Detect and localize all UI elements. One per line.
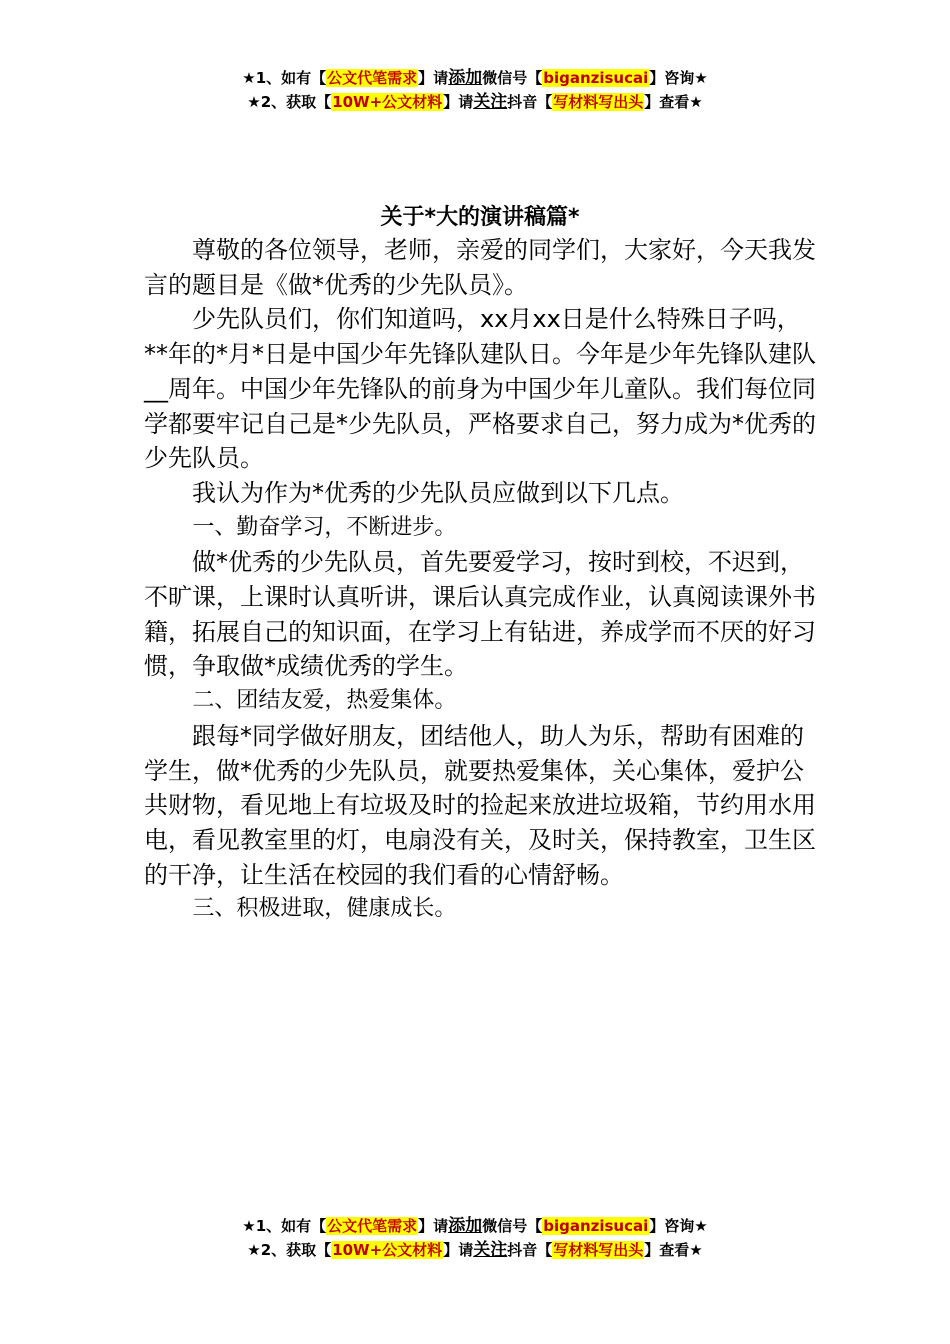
banner-text: ★1、如有【 xyxy=(242,69,327,87)
highlight-service: 公文代笔需求 xyxy=(327,69,418,87)
footer-banner xyxy=(0,1214,950,1262)
banner-emphasis: 关注 xyxy=(473,92,508,112)
banner-text: ★1、如有【 xyxy=(242,1217,327,1235)
highlight-douyin: 写材料写出头 xyxy=(553,1241,644,1259)
section-heading: 三、积极进取，健康成长。 xyxy=(192,896,457,922)
banner-text: 】请 xyxy=(443,93,474,111)
highlight-wechat-id: biganzisucai xyxy=(543,1217,649,1235)
banner-text: 抖音【 xyxy=(507,93,553,111)
banner-text: 微信号【 xyxy=(482,69,543,87)
banner-text: 】咨询★ xyxy=(649,1217,708,1235)
banner-text: 】咨询★ xyxy=(649,69,708,87)
banner-line-1 xyxy=(0,1214,950,1238)
section-heading: 二、团结友爱，热爱集体。 xyxy=(192,688,457,714)
highlight-materials: 10W+公文材料 xyxy=(332,1241,443,1259)
banner-text: 】查看★ xyxy=(644,1241,703,1259)
banner-emphasis: 添加 xyxy=(448,1216,483,1236)
highlight-materials: 10W+公文材料 xyxy=(332,93,443,111)
highlight-douyin: 写材料写出头 xyxy=(553,93,644,111)
document-title: 关于*大的演讲稿篇* xyxy=(380,205,580,230)
banner-text: 】查看★ xyxy=(644,93,703,111)
banner-text: 抖音【 xyxy=(507,1241,553,1259)
banner-line-2 xyxy=(0,1238,950,1262)
banner-text: ★2、获取【 xyxy=(247,93,332,111)
banner-text: ★2、获取【 xyxy=(247,1241,332,1259)
banner-emphasis: 关注 xyxy=(473,1240,508,1260)
banner-text: 】请 xyxy=(418,1217,449,1235)
banner-line-2 xyxy=(0,90,950,114)
banner-emphasis: 添加 xyxy=(448,68,483,88)
paragraph: 跟每*同学做好朋友，团结他人，助人为乐，帮助有困难的学生，做*优秀的少先队员，就要热爱集体，关心集体，爱护公共财物，看见地上有垃圾及时的捡起来放进垃圾箱，节约用水用电，看见教室里的灯，电扇没有关，及时关，保持教室，卫生区的干净，让生活在校园的我们看的心情舒畅。 xyxy=(144,721,816,889)
document-body xyxy=(144,203,816,927)
paragraph: 少先队员们，你们知道吗，xx月xx日是什么特殊日子吗，**年的*月*日是中国少年先锋队建队日。今年是少年先锋队建队__周年。中国少年先锋队的前身为中国少年儿童队。我们每位同学都要牢记自己是*少先队员，严格要求自己，努力成为*优秀的少先队员。 xyxy=(144,305,816,473)
highlight-service: 公文代笔需求 xyxy=(327,1217,418,1235)
header-banner xyxy=(0,66,950,114)
paragraph: 做*优秀的少先队员，首先要爱学习，按时到校，不迟到，不旷课，上课时认真听讲，课后认真完成作业，认真阅读课外书籍，拓展自己的知识面，在学习上有钻进，养成学而不厌的好习惯，争取做*成绩优秀的学生。 xyxy=(144,548,816,681)
section-heading: 一、勤奋学习，不断进步。 xyxy=(192,514,457,540)
banner-text: 微信号【 xyxy=(482,1217,543,1235)
banner-line-1 xyxy=(0,66,950,90)
banner-text: 】请 xyxy=(418,69,449,87)
paragraph: 我认为作为*优秀的少先队员应做到以下几点。 xyxy=(192,478,684,507)
paragraph: 尊敬的各位领导，老师，亲爱的同学们，大家好，今天我发言的题目是《做*优秀的少先队员》。 xyxy=(144,236,816,299)
highlight-wechat-id: biganzisucai xyxy=(543,69,649,87)
banner-text: 】请 xyxy=(443,1241,474,1259)
